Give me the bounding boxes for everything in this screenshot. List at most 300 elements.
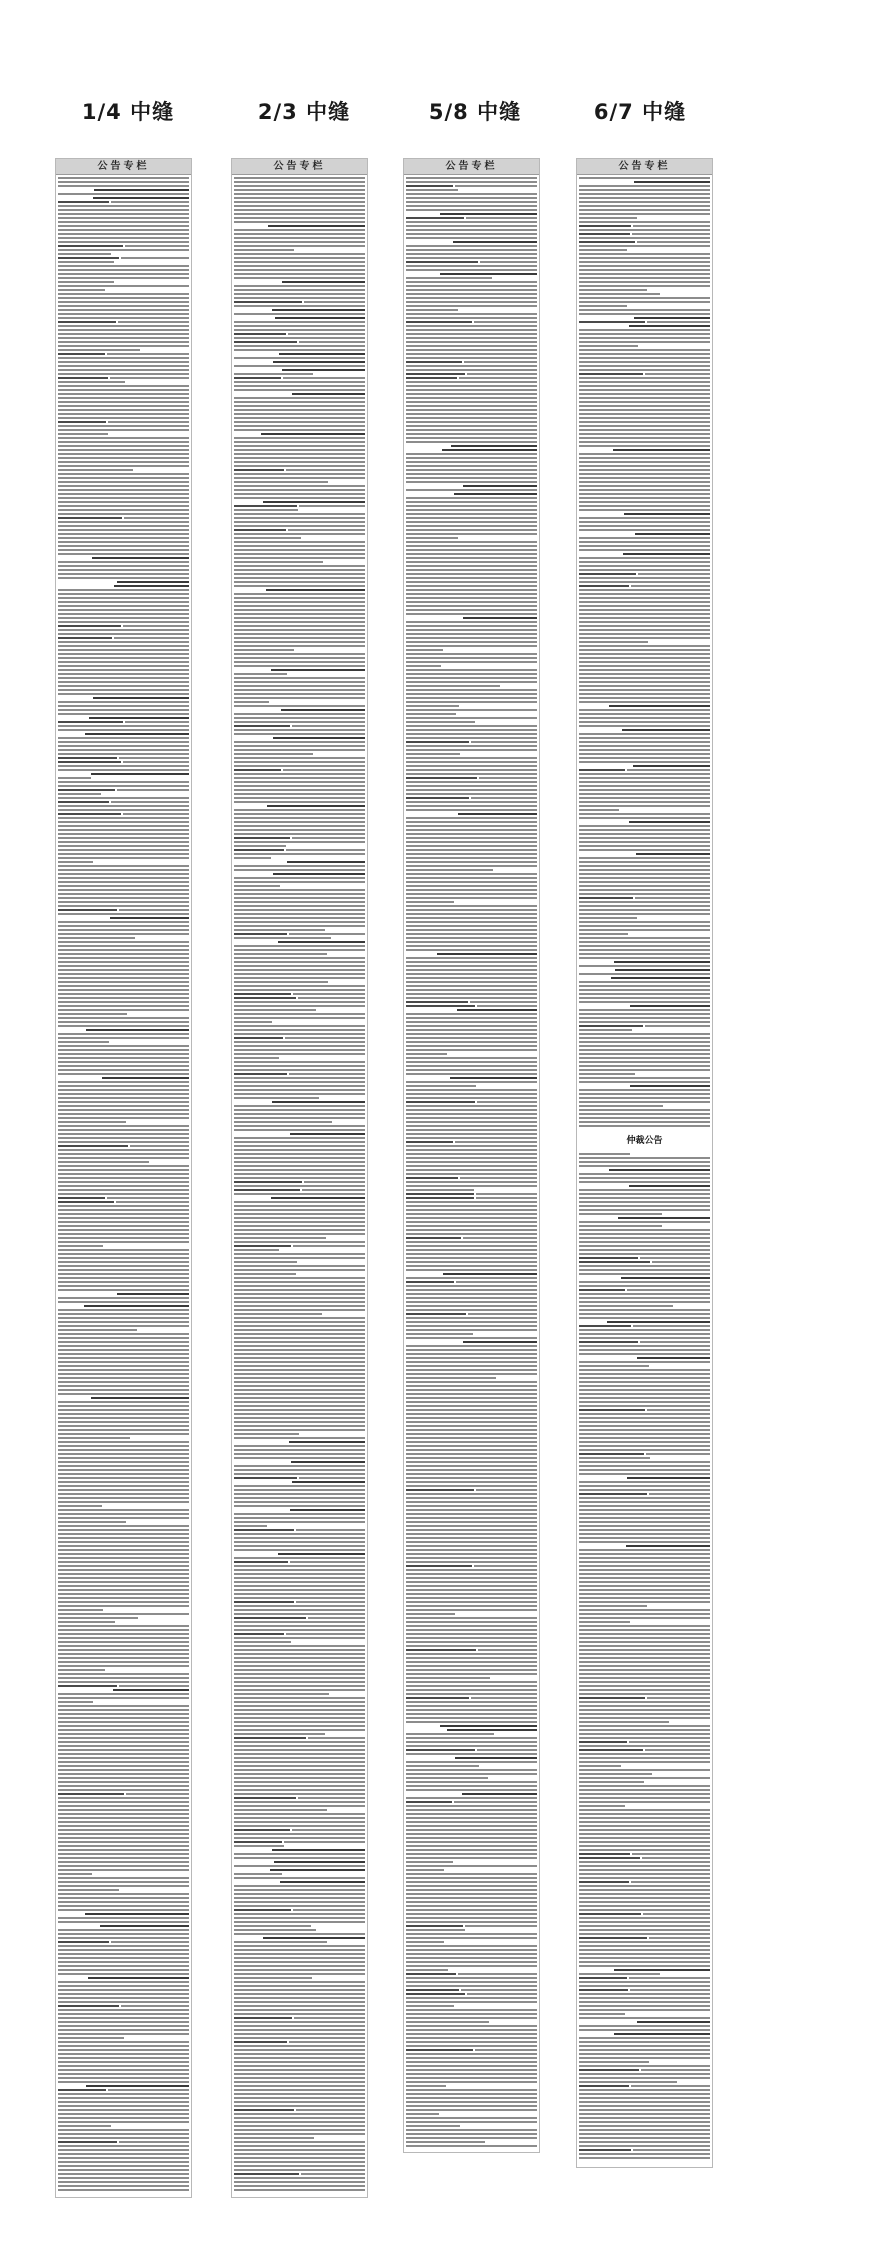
text-line <box>579 1181 710 1183</box>
text-line <box>406 613 537 615</box>
text-line <box>234 1053 365 1055</box>
text-line <box>579 1737 710 1739</box>
text-line <box>579 245 710 247</box>
text-line <box>234 1917 365 1919</box>
text-line <box>652 1261 710 1263</box>
text-line <box>458 813 537 815</box>
text-line <box>579 769 625 771</box>
text-line <box>234 1433 299 1435</box>
text-line <box>406 1621 537 1623</box>
text-line <box>579 817 710 819</box>
text-line <box>58 1129 189 1131</box>
text-line <box>58 873 189 875</box>
text-line <box>579 1469 710 1471</box>
text-line <box>58 665 189 667</box>
text-line <box>58 2001 189 2003</box>
text-line <box>579 2149 631 2151</box>
text-line <box>121 2005 189 2007</box>
text-line <box>58 1225 189 1227</box>
text-line <box>579 841 710 843</box>
text-line <box>58 1429 189 1431</box>
text-line <box>406 1073 537 1075</box>
text-line <box>406 1353 537 1355</box>
text-line <box>579 1453 644 1455</box>
text-line <box>58 1761 189 1763</box>
text-line <box>58 2017 189 2019</box>
text-line <box>579 1109 710 1111</box>
text-line <box>579 437 710 439</box>
text-line <box>58 641 189 643</box>
text-line <box>58 1353 189 1355</box>
text-line <box>234 1241 365 1243</box>
text-line <box>579 889 710 891</box>
text-line <box>58 885 189 887</box>
text-line <box>58 1613 189 1615</box>
text-line <box>406 1845 537 1847</box>
text-line <box>579 1861 710 1863</box>
text-line <box>406 705 459 707</box>
text-line <box>406 1025 537 1027</box>
text-line <box>406 545 537 547</box>
text-line <box>58 333 189 335</box>
text-line <box>579 1213 662 1215</box>
text-line <box>234 489 365 491</box>
text-line <box>234 1605 365 1607</box>
text-line <box>406 1753 537 1755</box>
text-line <box>234 829 365 831</box>
text-line <box>406 601 537 603</box>
text-line <box>58 313 189 315</box>
text-line <box>290 1561 365 1563</box>
text-line <box>234 401 365 403</box>
text-line <box>579 1189 710 1191</box>
text-line <box>579 941 710 943</box>
text-line <box>234 285 365 287</box>
text-line <box>406 1557 537 1559</box>
text-line <box>440 1725 537 1727</box>
text-line <box>234 1301 365 1303</box>
text-line <box>579 813 710 815</box>
text-line <box>58 1949 189 1951</box>
text-line <box>579 1465 710 1467</box>
text-line <box>406 1569 537 1571</box>
text-line <box>58 213 189 215</box>
text-line <box>58 2073 189 2075</box>
text-line <box>480 261 537 263</box>
text-line <box>58 389 189 391</box>
text-line <box>406 1657 537 1659</box>
text-line <box>579 829 710 831</box>
text-line <box>406 1361 537 1363</box>
text-line <box>58 833 189 835</box>
text-line <box>579 1605 647 1607</box>
text-line <box>406 1425 537 1427</box>
text-line <box>406 1977 537 1979</box>
text-line <box>579 2005 710 2007</box>
text-line <box>58 429 189 431</box>
text-line <box>234 1049 365 1051</box>
text-line <box>234 1697 365 1699</box>
text-line <box>406 717 537 719</box>
text-line <box>406 1925 463 1927</box>
text-line <box>234 1769 365 1771</box>
text-line <box>647 1409 710 1411</box>
text-line <box>234 1157 365 1159</box>
text-line <box>58 1661 189 1663</box>
text-line <box>234 1489 365 1491</box>
text-line <box>234 925 365 927</box>
text-line <box>58 841 189 843</box>
text-line <box>579 441 710 443</box>
text-line <box>234 441 365 443</box>
text-line <box>58 701 189 703</box>
text-line <box>406 1177 458 1179</box>
text-line <box>579 393 710 395</box>
text-line <box>58 1065 189 1067</box>
text-line <box>579 617 710 619</box>
text-line <box>579 1421 710 1423</box>
text-line <box>579 845 710 847</box>
text-line <box>406 1497 537 1499</box>
text-line <box>609 705 710 707</box>
text-line <box>406 1601 537 1603</box>
text-line <box>58 1885 189 1887</box>
text-line <box>58 2177 189 2179</box>
text-line <box>234 1529 294 1531</box>
text-line <box>58 1233 189 1235</box>
text-line <box>58 965 189 967</box>
text-line <box>406 2113 439 2115</box>
text-line <box>579 1725 710 1727</box>
text-line <box>234 381 365 383</box>
text-line <box>406 657 537 659</box>
text-line <box>406 389 537 391</box>
text-line <box>406 277 492 279</box>
text-line <box>406 1501 537 1503</box>
text-line <box>234 1373 365 1375</box>
text-line <box>299 1477 365 1479</box>
text-line <box>234 1109 365 1111</box>
text-line <box>579 309 710 311</box>
text-line <box>406 361 462 363</box>
text-line <box>58 633 189 635</box>
text-line <box>579 1309 710 1311</box>
text-line <box>579 1509 710 1511</box>
text-line <box>627 1477 710 1479</box>
text-line <box>621 1277 710 1279</box>
text-line <box>58 1633 189 1635</box>
text-line <box>234 1805 365 1807</box>
text-line <box>58 789 115 791</box>
text-line <box>58 409 189 411</box>
text-line <box>406 829 537 831</box>
text-line <box>579 501 710 503</box>
text-line <box>406 1837 537 1839</box>
text-line <box>234 1565 365 1567</box>
text-line <box>579 653 710 655</box>
text-line <box>406 197 537 199</box>
text-line <box>58 1149 189 1151</box>
text-line <box>234 233 365 235</box>
text-line <box>58 2125 111 2127</box>
text-line <box>58 1681 189 1683</box>
text-line <box>406 1325 537 1327</box>
text-line <box>579 2045 710 2047</box>
text-line <box>58 185 189 187</box>
text-line <box>637 1357 710 1359</box>
text-line <box>579 1457 650 1459</box>
text-line <box>468 1313 537 1315</box>
text-line <box>234 1593 365 1595</box>
text-line <box>234 277 365 279</box>
text-line <box>234 1185 365 1187</box>
text-line <box>579 1341 638 1343</box>
text-line <box>58 1249 189 1251</box>
text-line <box>579 1089 710 1091</box>
text-line <box>234 1725 365 1727</box>
text-line <box>645 373 710 375</box>
text-line <box>406 513 537 515</box>
text-line <box>234 529 286 531</box>
text-line <box>579 625 710 627</box>
text-line <box>58 2081 189 2083</box>
text-line <box>579 1825 710 1827</box>
text-line <box>266 589 365 591</box>
text-line <box>579 781 710 783</box>
text-line <box>579 1377 710 1379</box>
text-line <box>58 929 189 931</box>
text-line <box>58 1601 189 1603</box>
text-line <box>234 653 365 655</box>
text-line <box>406 1561 537 1563</box>
text-line <box>406 1973 456 1975</box>
text-line <box>406 1677 490 1679</box>
text-line <box>234 1229 365 1231</box>
text-line <box>579 1561 710 1563</box>
text-line <box>234 1045 365 1047</box>
text-line <box>406 1277 537 1279</box>
text-line <box>58 1637 189 1639</box>
text-line <box>234 185 365 187</box>
text-line <box>406 377 457 379</box>
text-line <box>234 793 365 795</box>
text-line <box>464 361 537 363</box>
text-line <box>58 757 117 759</box>
text-line <box>234 929 325 931</box>
text-line <box>58 1693 189 1695</box>
text-line <box>579 885 710 887</box>
text-line <box>234 1985 365 1987</box>
text-line <box>406 2033 537 2035</box>
text-line <box>406 1369 537 1371</box>
text-line <box>406 1161 537 1163</box>
text-line <box>58 1173 189 1175</box>
text-line <box>406 561 537 563</box>
text-line <box>406 1529 537 1531</box>
text-line <box>58 1593 189 1595</box>
text-line <box>58 1577 189 1579</box>
text-line <box>234 1001 365 1003</box>
text-line <box>111 201 189 203</box>
text-line <box>282 369 365 371</box>
text-line <box>579 1777 710 1779</box>
text-line <box>58 637 112 639</box>
text-line <box>406 1141 453 1143</box>
text-line <box>406 401 537 403</box>
text-line <box>234 513 365 515</box>
text-line <box>234 217 365 219</box>
text-line <box>234 665 365 667</box>
text-line <box>58 1985 189 1987</box>
text-line <box>579 1693 710 1695</box>
text-line <box>58 1205 189 1207</box>
text-line <box>113 1689 189 1691</box>
text-line <box>234 613 365 615</box>
text-line <box>406 1089 537 1091</box>
text-line <box>117 1293 189 1295</box>
text-line <box>406 1253 537 1255</box>
text-line <box>58 805 189 807</box>
text-line <box>58 829 189 831</box>
text-line <box>406 1413 537 1415</box>
text-line <box>579 1437 710 1439</box>
text-line <box>234 1653 365 1655</box>
text-line <box>579 573 636 575</box>
text-line <box>234 1757 365 1759</box>
text-line <box>579 1633 710 1635</box>
text-line <box>406 1545 537 1547</box>
text-line <box>234 1149 365 1151</box>
text-line <box>406 1905 537 1907</box>
text-line <box>234 1913 365 1915</box>
text-line <box>58 353 105 355</box>
text-line <box>58 857 189 859</box>
text-line <box>579 1041 710 1043</box>
text-line <box>406 2141 485 2143</box>
text-line <box>579 313 710 315</box>
text-line <box>629 1977 710 1979</box>
text-line <box>579 1209 710 1211</box>
text-line <box>58 625 121 627</box>
text-line <box>234 1389 365 1391</box>
text-line <box>234 409 365 411</box>
text-line <box>579 297 710 299</box>
text-line <box>58 961 189 963</box>
text-line <box>85 733 189 735</box>
text-line <box>579 1817 710 1819</box>
text-line <box>58 745 189 747</box>
text-line <box>58 445 189 447</box>
text-line <box>406 2061 537 2063</box>
text-line <box>406 2089 537 2091</box>
text-line <box>406 1349 537 1351</box>
text-line <box>234 377 281 379</box>
text-line <box>234 657 365 659</box>
text-line <box>579 293 660 295</box>
text-line <box>58 1057 189 1059</box>
text-line <box>58 325 189 327</box>
text-line <box>579 709 710 711</box>
text-line <box>58 357 189 359</box>
text-line <box>579 1365 649 1367</box>
text-line <box>234 2053 365 2055</box>
text-line <box>579 349 710 351</box>
text-line <box>286 849 365 851</box>
text-line <box>110 917 189 919</box>
text-line <box>234 1905 365 1907</box>
text-line <box>579 1925 710 1927</box>
text-line <box>234 1857 365 1859</box>
text-line <box>406 1301 537 1303</box>
text-line <box>58 673 189 675</box>
text-line <box>58 1989 189 1991</box>
text-line <box>234 2121 365 2123</box>
text-line <box>579 1325 631 1327</box>
text-line <box>58 925 189 927</box>
text-line <box>579 809 619 811</box>
text-line <box>635 533 710 535</box>
text-line <box>58 2053 189 2055</box>
text-line <box>467 373 537 375</box>
text-line <box>292 1481 365 1483</box>
text-line <box>579 1857 640 1859</box>
text-line <box>406 1481 537 1483</box>
text-line <box>234 685 365 687</box>
text-line <box>579 2105 710 2107</box>
text-line <box>58 797 189 799</box>
text-line <box>406 1921 537 1923</box>
text-line <box>579 2129 710 2131</box>
text-line <box>234 2173 299 2175</box>
text-line <box>406 841 537 843</box>
text-line <box>234 405 365 407</box>
text-line <box>406 417 537 419</box>
text-line <box>613 449 710 451</box>
text-line <box>268 225 365 227</box>
text-line <box>58 817 189 819</box>
text-line <box>579 1961 710 1963</box>
text-line <box>406 1377 496 1379</box>
text-line <box>58 201 109 203</box>
text-line <box>406 1801 452 1803</box>
text-line <box>234 301 302 303</box>
text-line <box>579 1641 710 1643</box>
text-line <box>406 969 537 971</box>
text-line <box>234 2049 365 2051</box>
text-line <box>58 1933 189 1935</box>
text-line <box>299 505 365 507</box>
text-line <box>406 733 537 735</box>
text-line <box>58 2129 189 2131</box>
text-line <box>234 897 365 899</box>
text-line <box>406 313 537 315</box>
text-line <box>614 961 710 963</box>
text-line <box>108 421 189 423</box>
text-line <box>406 2025 537 2027</box>
text-line <box>406 2101 537 2103</box>
text-line <box>460 1177 537 1179</box>
text-line <box>406 1781 537 1783</box>
text-line <box>406 1893 537 1895</box>
text-line <box>58 1337 189 1339</box>
text-line <box>406 1617 537 1619</box>
text-line <box>579 205 710 207</box>
text-line <box>58 2049 189 2051</box>
text-line <box>234 1525 267 1527</box>
text-line <box>58 2189 189 2191</box>
text-line <box>579 585 629 587</box>
text-line <box>234 413 365 415</box>
